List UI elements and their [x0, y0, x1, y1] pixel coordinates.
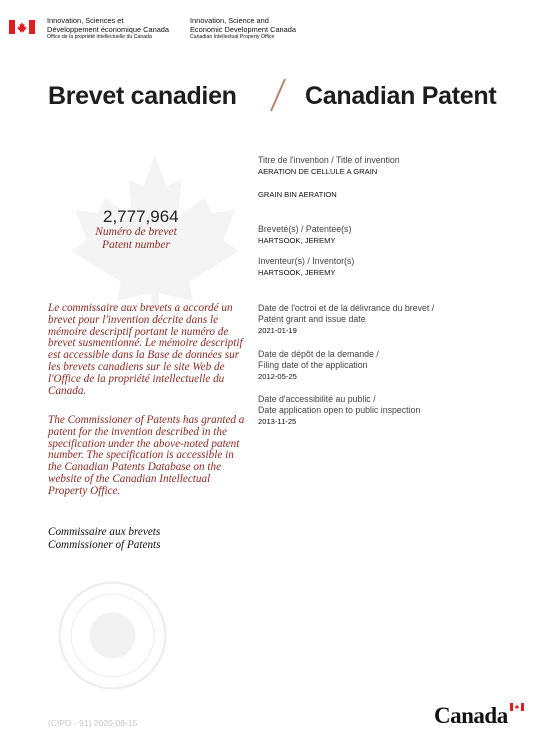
grant-statement-fr: Le commissaire aux brevets a accordé un brevet pour l'invention décrite dans le mémoire descriptif portant le numéro de brevet susmentionné. Le mémoire descriptif est accessible dans la Base de données sur les brevets canadiens sur le site Web de l'Office de la propriété intellectuelle du Canada.	[48, 302, 243, 397]
patent-number-label-en: Patent number	[101, 239, 171, 251]
document-title-fr: Brevet canadien	[48, 82, 237, 110]
grant-date-value: 2021-01-19	[258, 326, 297, 335]
office-name-en: Canadian Intellectual Property Office	[190, 34, 275, 41]
department-line1-fr: Innovation, Sciences et	[47, 16, 124, 25]
patentee-value: HARTSOOK, JEREMY	[258, 236, 336, 245]
form-code: (CIPO - 91) 2020-08-15	[48, 718, 138, 728]
commissioner-title-en: Commissioner of Patents	[48, 539, 161, 551]
title-divider-slash	[265, 77, 289, 113]
public-date-value: 2013-11-25	[258, 417, 297, 426]
office-name-fr: Office de la propriété intellectuelle du Canada	[47, 34, 152, 41]
commissioner-title-fr: Commissaire aux brevets	[48, 526, 161, 538]
grant-date-label-en: Patent grant and issue date	[258, 314, 366, 324]
document-title-en: Canadian Patent	[305, 82, 497, 110]
inventor-label: Inventeur(s) / Inventor(s)	[258, 256, 355, 266]
patent-number: 2,777,964	[103, 207, 179, 226]
title-of-invention-value-fr: AERATION DE CELLULE A GRAIN	[258, 167, 378, 176]
canada-wordmark: Canada	[434, 703, 508, 728]
grant-statement-en: The Commissioner of Patents has granted a patent for the invention described in the specification under the above-noted patent number. The specification is accessible in the Canadian Patents Database on the website of the Canadian Intellectual Property Office.	[48, 414, 245, 497]
public-date-label-en: Date application open to public inspection	[258, 405, 421, 415]
patentee-label: Breveté(s) / Patentee(s)	[258, 224, 352, 234]
grant-date-label-fr: Date de l'octroi et de la délivrance du brevet /	[258, 303, 435, 313]
department-line2-en: Economic Development Canada	[190, 24, 296, 34]
department-line1-en: Innovation, Science and	[190, 16, 269, 25]
department-name-fr	[47, 17, 169, 41]
title-of-invention-label: Titre de l'invention / Title of invention	[258, 155, 400, 165]
filing-date-label-fr: Date de dépôt de la demande /	[258, 349, 379, 359]
seal-watermark-icon	[55, 578, 170, 693]
inventor-value: HARTSOOK, JEREMY	[258, 268, 336, 277]
filing-date-label-en: Filing date of the application	[258, 360, 368, 370]
patent-number-label-fr: Numéro de brevet	[95, 226, 177, 238]
department-name-en	[190, 17, 296, 41]
filing-date-value: 2012-05-25	[258, 372, 297, 381]
title-of-invention-value-en: GRAIN BIN AERATION	[258, 190, 337, 199]
public-date-label-fr: Date d'accessibilité au public /	[258, 394, 376, 404]
canada-flag-icon	[9, 20, 35, 34]
wordmark-flag-icon	[510, 703, 524, 711]
department-line2-fr: Développement économique Canada	[47, 24, 170, 34]
